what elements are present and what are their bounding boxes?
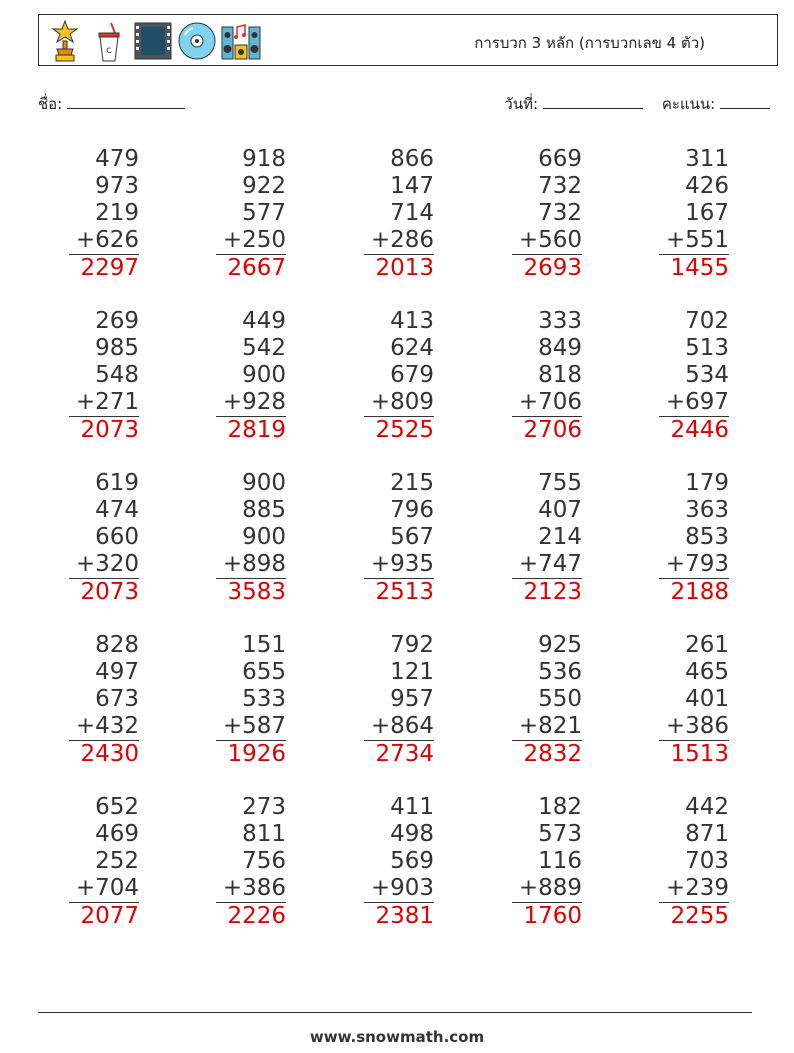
date-blank[interactable]	[543, 94, 643, 109]
addition-problem	[216, 794, 286, 930]
film-frame-icon	[133, 19, 173, 63]
addition-problem	[69, 470, 139, 606]
answer: 1760	[523, 903, 582, 929]
addend-3: 116	[538, 848, 582, 874]
addend-1: 866	[390, 146, 434, 172]
addend-1: 269	[95, 308, 139, 334]
addend-1: 702	[685, 308, 729, 334]
addend-2: 885	[242, 497, 286, 523]
addend-2: 871	[685, 821, 729, 847]
soda-cup-icon	[89, 19, 129, 63]
date-label: วันที่:	[504, 95, 539, 113]
answer: 2734	[375, 741, 434, 767]
addend-2: 474	[95, 497, 139, 523]
addend-3: 167	[685, 200, 729, 226]
addition-problem	[512, 794, 582, 930]
addend-1: 900	[242, 470, 286, 496]
addition-problem	[216, 632, 286, 768]
addend-4: +286	[364, 227, 434, 255]
addend-3: 533	[242, 686, 286, 712]
addend-4: +551	[659, 227, 729, 255]
addend-3: 900	[242, 524, 286, 550]
addend-4: +587	[216, 713, 286, 741]
addition-problem	[659, 470, 729, 606]
addend-2: 973	[95, 173, 139, 199]
answer: 2513	[375, 579, 434, 605]
addend-2: 985	[95, 335, 139, 361]
addend-3: 714	[390, 200, 434, 226]
addition-problem	[69, 632, 139, 768]
addend-4: +706	[512, 389, 582, 417]
addend-3: 567	[390, 524, 434, 550]
answer: 2073	[80, 417, 139, 443]
addend-2: 811	[242, 821, 286, 847]
addition-problem	[364, 794, 434, 930]
addend-4: +704	[69, 875, 139, 903]
answer: 2446	[670, 417, 729, 443]
addend-4: +747	[512, 551, 582, 579]
addend-3: 900	[242, 362, 286, 388]
svg-text:c: c	[106, 45, 112, 56]
addend-1: 755	[538, 470, 582, 496]
answer: 1513	[670, 741, 729, 767]
answer: 2123	[523, 579, 582, 605]
addend-2: 147	[390, 173, 434, 199]
answer: 2832	[523, 741, 582, 767]
addend-1: 311	[685, 146, 729, 172]
addend-4: +793	[659, 551, 729, 579]
addend-2: 655	[242, 659, 286, 685]
addend-4: +320	[69, 551, 139, 579]
addend-1: 151	[242, 632, 286, 658]
answer: 2077	[80, 903, 139, 929]
addend-4: +432	[69, 713, 139, 741]
addend-3: 214	[538, 524, 582, 550]
addend-3: 732	[538, 200, 582, 226]
addend-1: 479	[95, 146, 139, 172]
addition-problem	[364, 146, 434, 282]
addition-problem	[216, 470, 286, 606]
addend-4: +271	[69, 389, 139, 417]
addend-3: 548	[95, 362, 139, 388]
addend-2: 513	[685, 335, 729, 361]
addend-1: 449	[242, 308, 286, 334]
speakers-music-icon	[221, 19, 261, 63]
addend-4: +386	[659, 713, 729, 741]
addition-problem	[512, 146, 582, 282]
addend-2: 573	[538, 821, 582, 847]
addition-problem	[216, 308, 286, 444]
answer: 2525	[375, 417, 434, 443]
name-blank[interactable]	[67, 94, 185, 109]
addend-1: 411	[390, 794, 434, 820]
addend-1: 333	[538, 308, 582, 334]
addend-1: 918	[242, 146, 286, 172]
addend-1: 261	[685, 632, 729, 658]
addend-4: +239	[659, 875, 729, 903]
addend-3: 401	[685, 686, 729, 712]
answer: 3583	[227, 579, 286, 605]
addend-2: 426	[685, 173, 729, 199]
addend-3: 252	[95, 848, 139, 874]
addend-1: 182	[538, 794, 582, 820]
addition-problem	[216, 146, 286, 282]
addend-2: 536	[538, 659, 582, 685]
addition-problem	[512, 632, 582, 768]
score-label: คะแนน:	[661, 95, 716, 113]
addend-4: +560	[512, 227, 582, 255]
addend-3: 679	[390, 362, 434, 388]
addition-problem	[659, 632, 729, 768]
trophy-icon	[45, 19, 85, 63]
addend-2: 624	[390, 335, 434, 361]
addend-3: 756	[242, 848, 286, 874]
addition-problem	[512, 308, 582, 444]
addend-2: 407	[538, 497, 582, 523]
answer: 2819	[227, 417, 286, 443]
addend-4: +935	[364, 551, 434, 579]
addend-2: 849	[538, 335, 582, 361]
answer: 2381	[375, 903, 434, 929]
addend-3: 534	[685, 362, 729, 388]
addend-2: 732	[538, 173, 582, 199]
answer: 2706	[523, 417, 582, 443]
addend-4: +386	[216, 875, 286, 903]
addend-4: +626	[69, 227, 139, 255]
addend-3: 550	[538, 686, 582, 712]
addition-problem	[69, 308, 139, 444]
addend-1: 792	[390, 632, 434, 658]
addend-3: 577	[242, 200, 286, 226]
addition-problem	[69, 146, 139, 282]
addend-4: +928	[216, 389, 286, 417]
addend-4: +889	[512, 875, 582, 903]
date-score-fields	[504, 92, 770, 116]
answer: 1926	[227, 741, 286, 767]
addend-2: 469	[95, 821, 139, 847]
addend-3: 853	[685, 524, 729, 550]
worksheet-title: การบวก 3 หลัก (การบวกเลข 4 ตัว)	[474, 34, 705, 52]
answer: 2226	[227, 903, 286, 929]
addend-1: 669	[538, 146, 582, 172]
addition-problem	[364, 632, 434, 768]
addend-1: 179	[685, 470, 729, 496]
addend-3: 818	[538, 362, 582, 388]
answer: 1455	[670, 255, 729, 281]
score-blank[interactable]	[720, 94, 770, 109]
answer: 2693	[523, 255, 582, 281]
answer: 2430	[80, 741, 139, 767]
addend-2: 121	[390, 659, 434, 685]
answer: 2073	[80, 579, 139, 605]
addend-1: 215	[390, 470, 434, 496]
footer-divider	[38, 1012, 752, 1013]
answer: 2667	[227, 255, 286, 281]
cd-disc-icon	[177, 19, 217, 63]
addend-4: +898	[216, 551, 286, 579]
name-field	[38, 92, 185, 116]
addend-3: 569	[390, 848, 434, 874]
addend-4: +809	[364, 389, 434, 417]
footer-site: www.snowmath.com	[309, 1028, 485, 1046]
addend-4: +697	[659, 389, 729, 417]
addend-3: 660	[95, 524, 139, 550]
name-label: ชื่อ:	[38, 95, 63, 113]
addend-3: 957	[390, 686, 434, 712]
addition-problem	[659, 794, 729, 930]
addend-4: +903	[364, 875, 434, 903]
addend-2: 498	[390, 821, 434, 847]
addend-1: 619	[95, 470, 139, 496]
addend-1: 442	[685, 794, 729, 820]
addition-problem	[659, 308, 729, 444]
addend-3: 219	[95, 200, 139, 226]
addend-2: 922	[242, 173, 286, 199]
addition-problem	[512, 470, 582, 606]
addend-2: 497	[95, 659, 139, 685]
addend-2: 465	[685, 659, 729, 685]
addition-problem	[69, 794, 139, 930]
addition-problem	[659, 146, 729, 282]
addend-1: 652	[95, 794, 139, 820]
addend-4: +821	[512, 713, 582, 741]
addition-problem	[364, 470, 434, 606]
addend-1: 413	[390, 308, 434, 334]
addend-3: 673	[95, 686, 139, 712]
answer: 2255	[670, 903, 729, 929]
addend-1: 828	[95, 632, 139, 658]
addend-2: 542	[242, 335, 286, 361]
answer: 2188	[670, 579, 729, 605]
addend-4: +864	[364, 713, 434, 741]
answer: 2297	[80, 255, 139, 281]
worksheet-header	[38, 14, 778, 66]
addend-2: 363	[685, 497, 729, 523]
header-icons	[45, 19, 261, 63]
answer: 2013	[375, 255, 434, 281]
addend-3: 703	[685, 848, 729, 874]
addition-problem	[364, 308, 434, 444]
addend-1: 273	[242, 794, 286, 820]
addend-2: 796	[390, 497, 434, 523]
addend-1: 925	[538, 632, 582, 658]
addend-4: +250	[216, 227, 286, 255]
